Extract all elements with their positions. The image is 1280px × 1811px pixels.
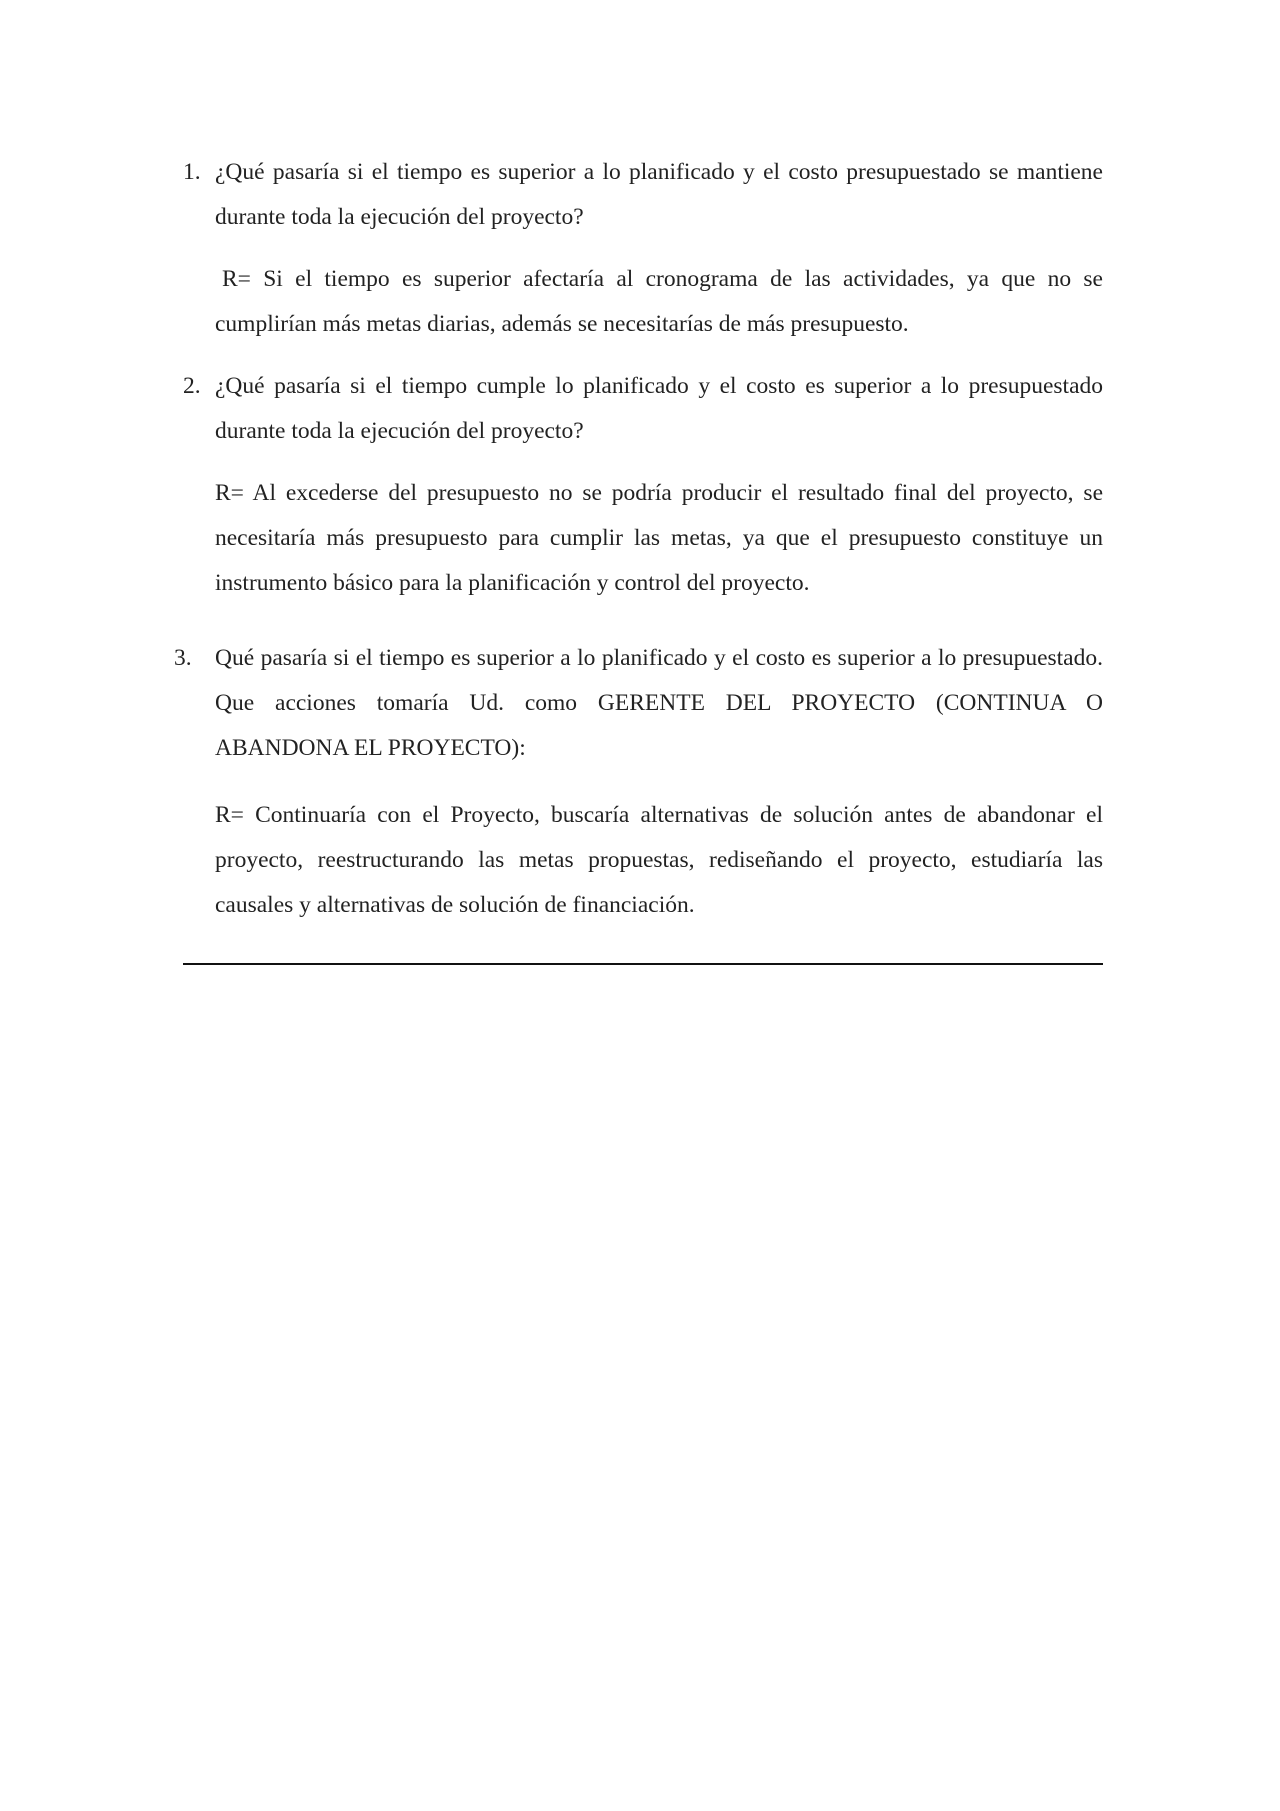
item-number: 2. (183, 373, 201, 399)
question-text: ¿Qué pasaría si el tiempo cumple lo planificado y el costo es superior a lo presupuestado durante toda la ejecución del proyecto? (215, 373, 1103, 444)
answer-text: R= Al excederse del presupuesto no se podría producir el resultado final del proyecto, se necesitaría más presupuesto para cumplir las metas, ya que el presupuesto constituye un instrumento básico para la planificación y control del proyecto. (215, 480, 1103, 596)
question-text: Qué pasaría si el tiempo es superior a lo planificado y el costo es superior a lo presupuestado. Que acciones tomaría Ud. como GERENTE DEL PROYECTO (CONTINUA O ABANDONA EL PROYECTO): (215, 645, 1103, 761)
list-item (183, 364, 1103, 606)
question-list (174, 150, 1103, 928)
item-number: 3. (174, 645, 192, 671)
list-item (174, 636, 1103, 928)
question-text: ¿Qué pasaría si el tiempo es superior a lo planificado y el costo presupuestado se mantiene durante toda la ejecución del proyecto? (215, 159, 1103, 230)
horizontal-rule (183, 963, 1103, 965)
answer-text: R= Si el tiempo es superior afectaría al cronograma de las actividades, ya que no se cumplirían más metas diarias, además se necesitarías de más presupuesto. (215, 266, 1103, 337)
item-number: 1. (183, 159, 201, 185)
answer-text: R= Continuaría con el Proyecto, buscaría alternativas de solución antes de abandonar el proyecto, reestructurando las metas propuestas, rediseñando el proyecto, estudiaría las causales y alternativas de solución de financiación. (215, 802, 1103, 918)
list-item (183, 150, 1103, 347)
